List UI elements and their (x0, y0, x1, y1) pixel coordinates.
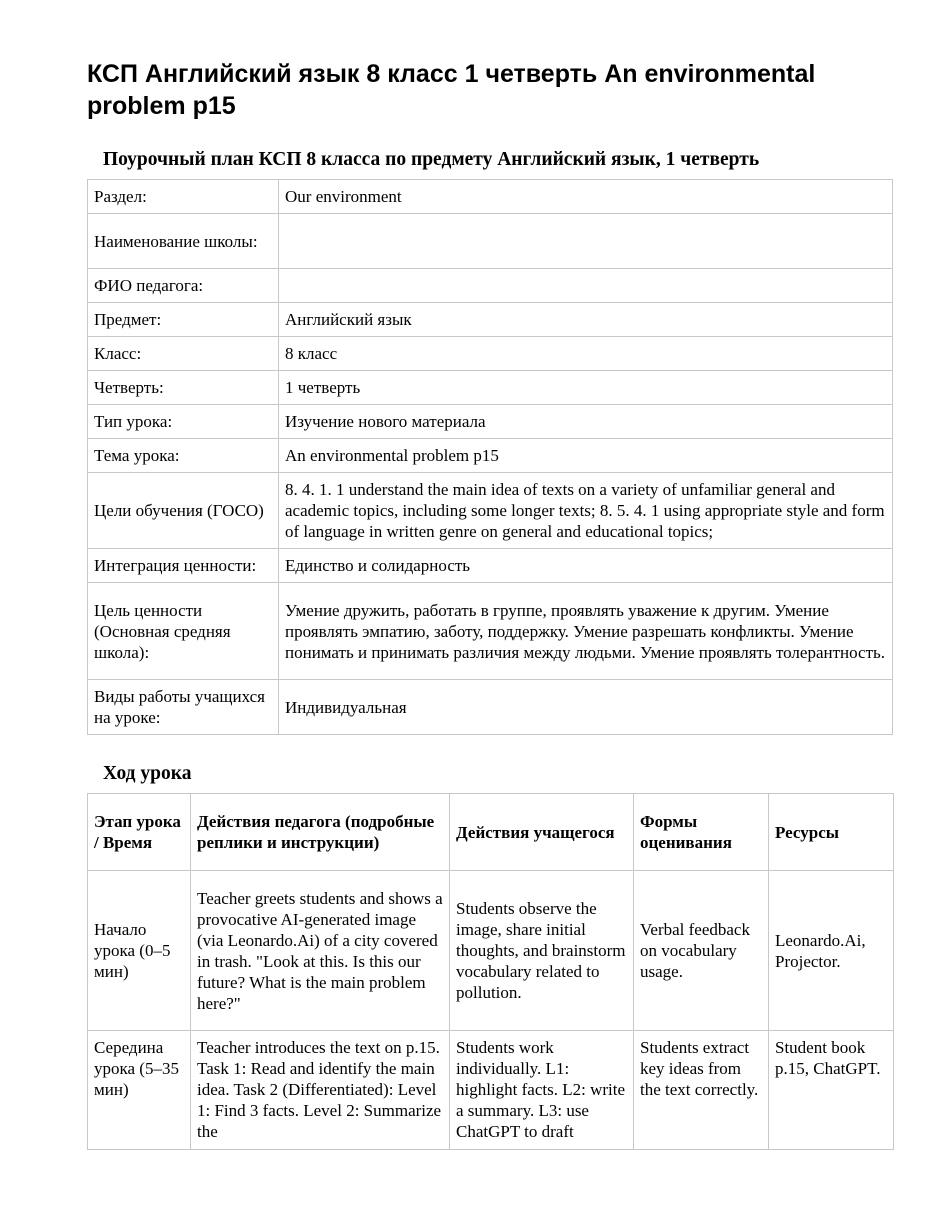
resources-cell: Student book p.15, ChatGPT. (775, 1038, 881, 1078)
course-heading: Ход урока (103, 763, 192, 784)
info-value (279, 269, 893, 303)
info-row-lesson-topic (88, 439, 893, 473)
info-value (279, 214, 893, 269)
info-row-value-goal (88, 583, 893, 680)
info-row-teacher (88, 269, 893, 303)
info-row-quarter (88, 371, 893, 405)
info-value: Изучение нового материала (279, 405, 893, 439)
info-label: Цель ценности (Основная средняя школа): (88, 583, 279, 680)
info-label: Раздел: (88, 180, 279, 214)
stage-cell: Середина урока (5–35 мин) (94, 1038, 179, 1099)
info-label: Класс: (88, 337, 279, 371)
info-value: 8. 4. 1. 1 understand the main idea of texts on a variety of unfamiliar general and academic topics, including some longer texts; 8. 5. 4. 1 using appropriate style and form of language in written genre on general and educational topics; (279, 473, 893, 549)
header-stage: Этап урока / Время (88, 794, 191, 871)
resources-cell: Leonardo.Ai, Projector. (769, 871, 894, 1031)
info-value: Our environment (279, 180, 893, 214)
info-label: Предмет: (88, 303, 279, 337)
info-label: Интеграция ценности: (88, 549, 279, 583)
assessment-cell: Students extract key ideas from the text correctly. (640, 1038, 759, 1099)
info-value: Умение дружить, работать в группе, проявлять уважение к другим. Умение проявлять эмпатию, заботу, поддержку. Умение разрешать конфликты. Умение понимать и принимать различия между людьми. Умение проявлять толерантность. (279, 583, 893, 680)
info-label: Наименование школы: (88, 214, 279, 269)
lesson-info-table (87, 179, 893, 735)
info-value: 1 четверть (279, 371, 893, 405)
info-label: ФИО педагога: (88, 269, 279, 303)
student-actions-cell: Students work individually. L1: highlight facts. L2: write a summary. L3: use ChatGPT to draft (456, 1038, 626, 1141)
info-value: Английский язык (279, 303, 893, 337)
table-row (88, 871, 894, 1031)
info-label: Четверть: (88, 371, 279, 405)
info-label: Тема урока: (88, 439, 279, 473)
info-row-grade (88, 337, 893, 371)
info-row-section (88, 180, 893, 214)
table-row (88, 1031, 894, 1150)
info-value: An environmental problem p15 (279, 439, 893, 473)
assessment-cell: Verbal feedback on vocabulary usage. (634, 871, 769, 1031)
info-value: Индивидуальная (279, 680, 893, 735)
teacher-actions-cell: Teacher introduces the text on p.15. Task 1: Read and identify the main idea. Task 2 (Differentiated): Level 1: Find 3 facts. Level 2: Summarize the (197, 1038, 442, 1141)
document-title: КСП Английский язык 8 класс 1 четверть An environmental problem p15 (87, 60, 816, 120)
lesson-progress-table (87, 793, 894, 1150)
info-row-subject (88, 303, 893, 337)
info-row-lesson-type (88, 405, 893, 439)
header-student-actions: Действия учащегося (450, 794, 634, 871)
header-assessment: Формы оценивания (634, 794, 769, 871)
info-row-school (88, 214, 893, 269)
info-label: Цели обучения (ГОСО) (88, 473, 279, 549)
info-row-work-types (88, 680, 893, 735)
teacher-actions-cell: Teacher greets students and shows a provocative AI-generated image (via Leonardo.Ai) of a city covered in trash. "Look at this. Is this our future? What is the main problem here?" (191, 871, 450, 1031)
info-value: 8 класс (279, 337, 893, 371)
plan-heading: Поурочный план КСП 8 класса по предмету Английский язык, 1 четверть (103, 149, 760, 170)
header-teacher-actions: Действия педагога (подробные реплики и инструкции) (191, 794, 450, 871)
info-row-learning-objectives (88, 473, 893, 549)
info-label: Тип урока: (88, 405, 279, 439)
stage-cell: Начало урока (0–5 мин) (88, 871, 191, 1031)
info-label: Виды работы учащихся на уроке: (88, 680, 279, 735)
info-value: Единство и солидарность (279, 549, 893, 583)
table-header-row (88, 794, 894, 871)
info-row-value-integration (88, 549, 893, 583)
header-resources: Ресурсы (769, 794, 894, 871)
student-actions-cell: Students observe the image, share initial thoughts, and brainstorm vocabulary related to pollution. (450, 871, 634, 1031)
